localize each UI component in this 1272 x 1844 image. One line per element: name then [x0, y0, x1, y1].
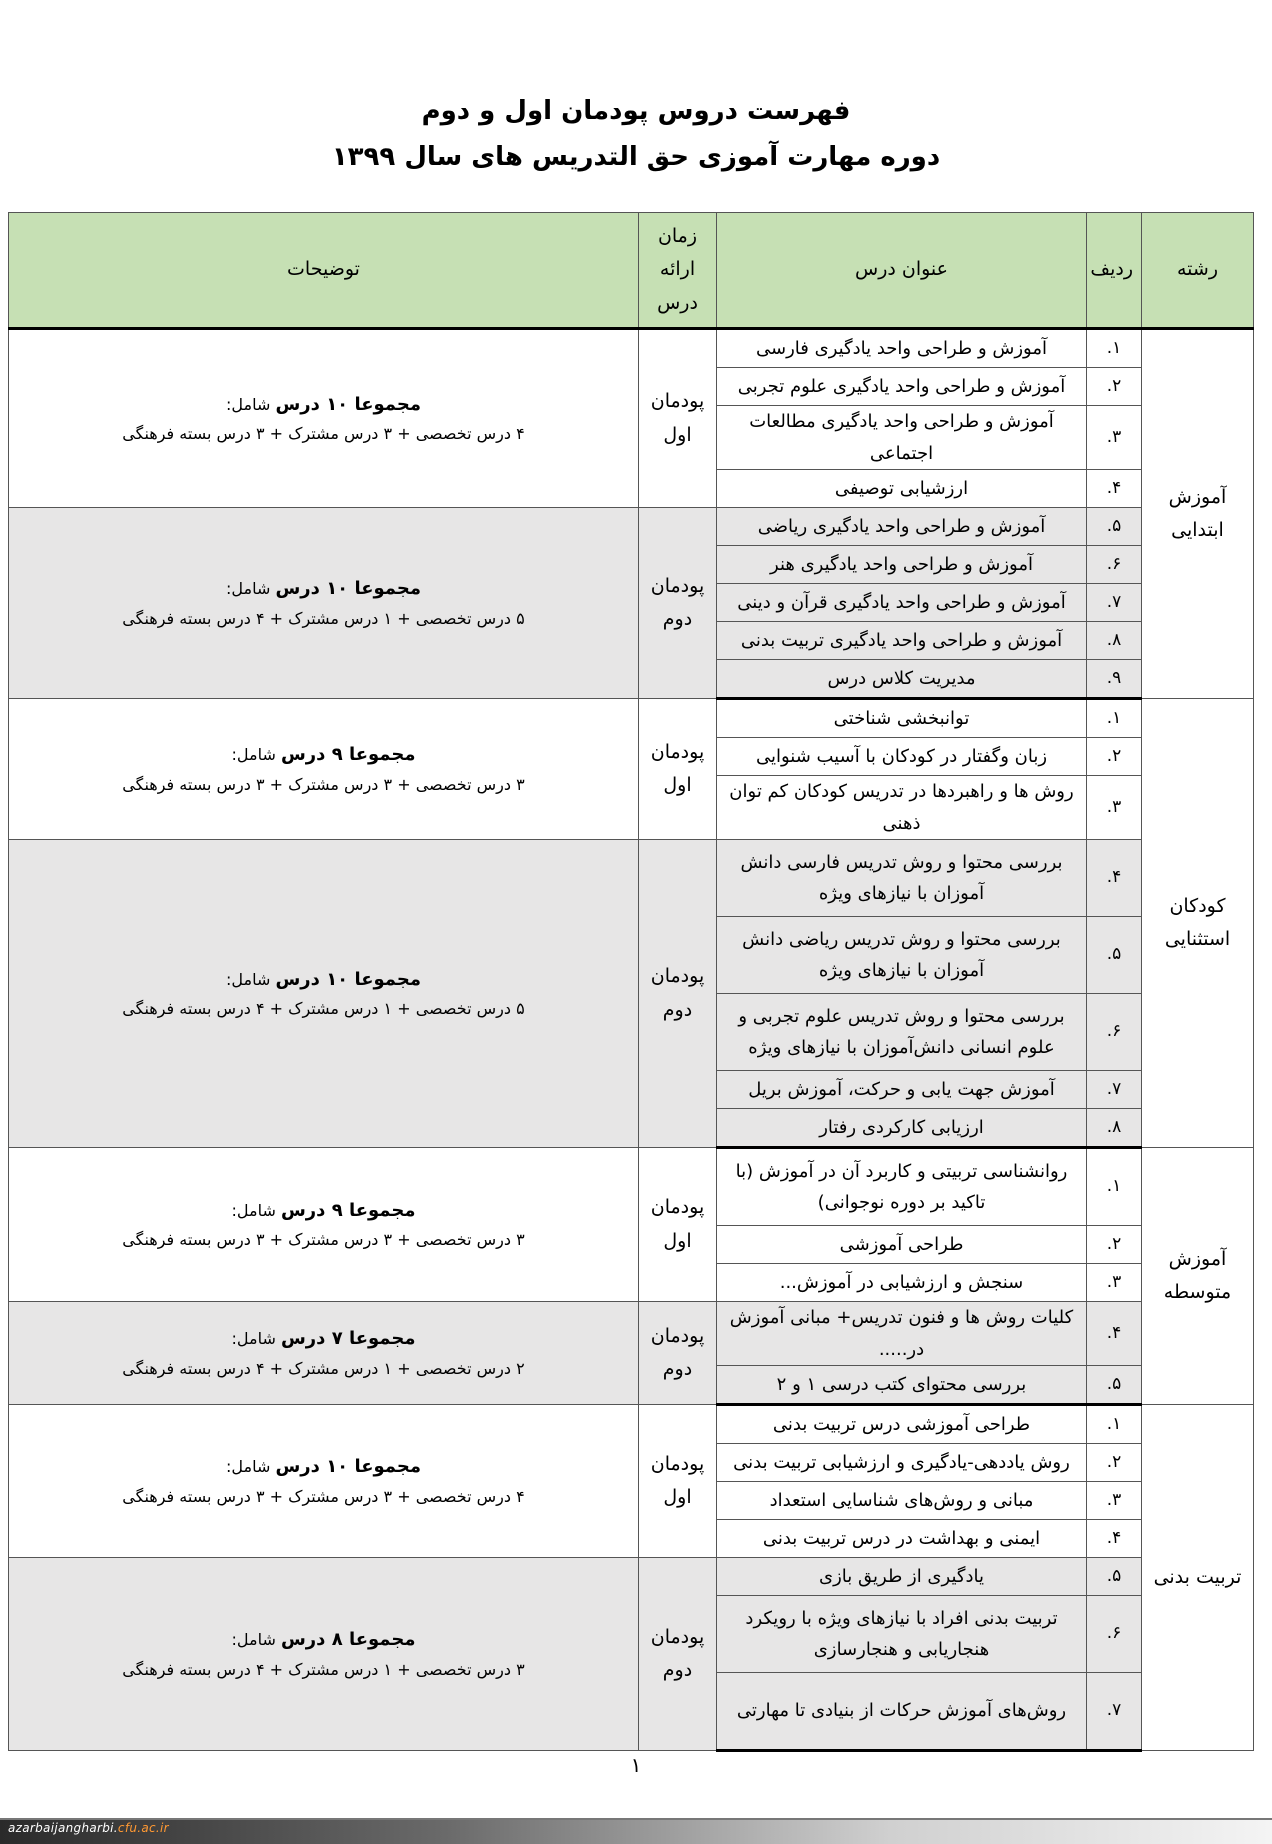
module-notes: [9, 1148, 639, 1302]
header-notes: توضیحات: [9, 213, 639, 329]
row-number: ۴.: [1087, 470, 1142, 508]
course-title: بررسی محتوا و روش تدریس علوم تجربی و علوم انسانی دانش‌آموزان با نیازهای ویژه: [717, 994, 1087, 1071]
course-title: ارزشیابی توصیفی: [717, 470, 1087, 508]
row-number: ۶.: [1087, 994, 1142, 1071]
course-title: آموزش و طراحی واحد یادگیری علوم تجربی: [717, 368, 1087, 406]
table-row: [9, 1302, 1254, 1366]
module-notes: [9, 1405, 639, 1558]
document-title: فهرست دروس پودمان اول و دوم: [421, 96, 851, 126]
module-detail: ۳ درس تخصصی + ۱ درس مشترک + ۴ درس بسته فرهنگی: [122, 1659, 525, 1679]
module-time: پودمان دوم: [639, 508, 717, 699]
course-title: بررسی محتوا و روش تدریس ریاضی دانش آموزان با نیازهای ویژه: [717, 917, 1087, 994]
row-number: ۶.: [1087, 546, 1142, 584]
row-number: ۵.: [1087, 1558, 1142, 1596]
module-suffix: شامل:: [231, 1329, 276, 1349]
course-title: روش یاددهی-یادگیری و ارزشیابی تربیت بدنی: [717, 1444, 1087, 1482]
row-number: ۲.: [1087, 1226, 1142, 1264]
row-number: ۴.: [1087, 840, 1142, 917]
row-number: ۲.: [1087, 1444, 1142, 1482]
course-title: تربیت بدنی افراد با نیازهای ویژه با رویکرد هنجاریابی و هنجارسازی: [717, 1596, 1087, 1673]
row-number: ۱.: [1087, 1148, 1142, 1226]
course-title: آموزش و طراحی واحد یادگیری ریاضی: [717, 508, 1087, 546]
module-notes: [9, 1558, 639, 1751]
field-cell: آموزش متوسطه: [1142, 1148, 1254, 1405]
module-total: مجموعا ۷ درس: [280, 1328, 416, 1350]
page-number: ۱: [630, 1753, 642, 1777]
row-number: ۴.: [1087, 1302, 1142, 1366]
course-title: توانبخشی شناختی: [717, 699, 1087, 738]
row-number: ۷.: [1087, 1071, 1142, 1109]
table-row: [9, 1148, 1254, 1226]
module-suffix: شامل:: [231, 1630, 276, 1650]
row-number: ۶.: [1087, 1596, 1142, 1673]
course-title: یادگیری از طریق بازی: [717, 1558, 1087, 1596]
row-number: ۱.: [1087, 1405, 1142, 1444]
module-time: پودمان دوم: [639, 1558, 717, 1751]
course-title: آموزش جهت یابی و حرکت، آموزش بریل: [717, 1071, 1087, 1109]
course-title: روش ها و راهبردها در تدریس کودکان کم توان ذهنی: [717, 776, 1087, 840]
row-number: ۲.: [1087, 368, 1142, 406]
course-title: کلیات روش ها و فنون تدریس+ مبانی آموزش در.....: [717, 1302, 1087, 1366]
row-number: ۱.: [1087, 329, 1142, 368]
module-time: پودمان دوم: [639, 1302, 717, 1405]
row-number: ۵.: [1087, 1366, 1142, 1405]
module-time: پودمان اول: [639, 1148, 717, 1302]
module-time: پودمان دوم: [639, 840, 717, 1148]
row-number: ۳.: [1087, 406, 1142, 470]
course-title: زبان وگفتار در کودکان با آسیب شنوایی: [717, 738, 1087, 776]
row-number: ۵.: [1087, 508, 1142, 546]
module-time: پودمان اول: [639, 1405, 717, 1558]
footer-site-main: azarbaijangharbi.: [8, 1821, 118, 1835]
course-title: ایمنی و بهداشت در درس تربیت بدنی: [717, 1520, 1087, 1558]
footer-bar: [0, 1820, 1272, 1844]
row-number: ۳.: [1087, 776, 1142, 840]
table-row: [9, 1405, 1254, 1444]
module-total: مجموعا ۸ درس: [280, 1629, 416, 1651]
course-title: سنجش و ارزشیابی در آموزش...: [717, 1264, 1087, 1302]
module-total: مجموعا ۹ درس: [280, 744, 416, 766]
row-number: ۲.: [1087, 738, 1142, 776]
course-title: آموزش و طراحی واحد یادگیری هنر: [717, 546, 1087, 584]
table-row: [9, 699, 1254, 738]
module-detail: ۳ درس تخصصی + ۳ درس مشترک + ۳ درس بسته فرهنگی: [122, 774, 525, 794]
module-total: مجموعا ۱۰ درس: [275, 1456, 421, 1478]
module-detail: ۴ درس تخصصی + ۳ درس مشترک + ۳ درس بسته فرهنگی: [122, 1486, 525, 1506]
course-title: بررسی محتوای کتب درسی ۱ و ۲: [717, 1366, 1087, 1405]
header-field: رشته: [1142, 213, 1254, 329]
table-row: [9, 329, 1254, 368]
course-title: آموزش و طراحی واحد یادگیری فارسی: [717, 329, 1087, 368]
module-total: مجموعا ۱۰ درس: [275, 578, 421, 600]
field-cell: تربیت بدنی: [1142, 1405, 1254, 1751]
module-notes: [9, 508, 639, 699]
module-notes: [9, 840, 639, 1148]
module-time: پودمان اول: [639, 329, 717, 508]
course-title: ارزیابی کارکردی رفتار: [717, 1109, 1087, 1148]
module-suffix: شامل:: [226, 579, 271, 599]
header-time: زمان ارائه درس: [639, 213, 717, 329]
row-number: ۸.: [1087, 622, 1142, 660]
header-row: ردیف: [1087, 213, 1142, 329]
course-title: روش‌های آموزش حرکات از بنیادی تا مهارتی: [717, 1673, 1087, 1751]
table-header: [9, 213, 1254, 329]
module-detail: ۲ درس تخصصی + ۱ درس مشترک + ۴ درس بسته فرهنگی: [122, 1358, 525, 1378]
row-number: ۷.: [1087, 584, 1142, 622]
module-detail: ۳ درس تخصصی + ۳ درس مشترک + ۳ درس بسته فرهنگی: [122, 1230, 525, 1250]
module-suffix: شامل:: [231, 1200, 276, 1220]
row-number: ۷.: [1087, 1673, 1142, 1751]
row-number: ۹.: [1087, 660, 1142, 699]
course-title: مدیریت کلاس درس: [717, 660, 1087, 699]
module-detail: ۵ درس تخصصی + ۱ درس مشترک + ۴ درس بسته فرهنگی: [122, 999, 525, 1019]
row-number: ۸.: [1087, 1109, 1142, 1148]
module-detail: ۴ درس تخصصی + ۳ درس مشترک + ۳ درس بسته فرهنگی: [122, 424, 525, 444]
module-notes: [9, 699, 639, 840]
module-suffix: شامل:: [226, 1457, 271, 1477]
row-number: ۳.: [1087, 1482, 1142, 1520]
field-cell: کودکان استثنایی: [1142, 699, 1254, 1148]
module-total: مجموعا ۱۰ درس: [275, 968, 421, 990]
row-number: ۳.: [1087, 1264, 1142, 1302]
module-time: پودمان اول: [639, 699, 717, 840]
table-row: [9, 1558, 1254, 1596]
course-title: آموزش و طراحی واحد یادگیری مطالعات اجتماعی: [717, 406, 1087, 470]
module-notes: [9, 329, 639, 508]
table-row: [9, 508, 1254, 546]
module-total: مجموعا ۹ درس: [280, 1199, 416, 1221]
course-title: مبانی و روش‌های شناسایی استعداد: [717, 1482, 1087, 1520]
course-table: [8, 212, 1254, 1752]
row-number: ۴.: [1087, 1520, 1142, 1558]
course-title: آموزش و طراحی واحد یادگیری قرآن و دینی: [717, 584, 1087, 622]
course-title: طراحی آموزشی: [717, 1226, 1087, 1264]
course-title: بررسی محتوا و روش تدریس فارسی دانش آموزان با نیازهای ویژه: [717, 840, 1087, 917]
row-number: ۱.: [1087, 699, 1142, 738]
document-subtitle: دوره مهارت آموزی حق التدریس های سال ۱۳۹۹: [331, 142, 941, 172]
field-cell: آموزش ابتدایی: [1142, 329, 1254, 699]
header-course-title: عنوان درس: [717, 213, 1087, 329]
module-total: مجموعا ۱۰ درس: [275, 393, 421, 415]
table-row: [9, 840, 1254, 917]
row-number: ۵.: [1087, 917, 1142, 994]
module-suffix: شامل:: [226, 969, 271, 989]
module-suffix: شامل:: [231, 745, 276, 765]
course-title: آموزش و طراحی واحد یادگیری تربیت بدنی: [717, 622, 1087, 660]
course-title: طراحی آموزشی درس تربیت بدنی: [717, 1405, 1087, 1444]
module-detail: ۵ درس تخصصی + ۱ درس مشترک + ۴ درس بسته فرهنگی: [122, 608, 525, 628]
footer-site-link[interactable]: [8, 1821, 169, 1835]
footer-site-accent: cfu.ac.ir: [117, 1821, 169, 1835]
module-notes: [9, 1302, 639, 1405]
course-title: روانشناسی تربیتی و کاربرد آن در آموزش (با تاکید بر دوره نوجوانی): [717, 1148, 1087, 1226]
module-suffix: شامل:: [226, 394, 271, 414]
